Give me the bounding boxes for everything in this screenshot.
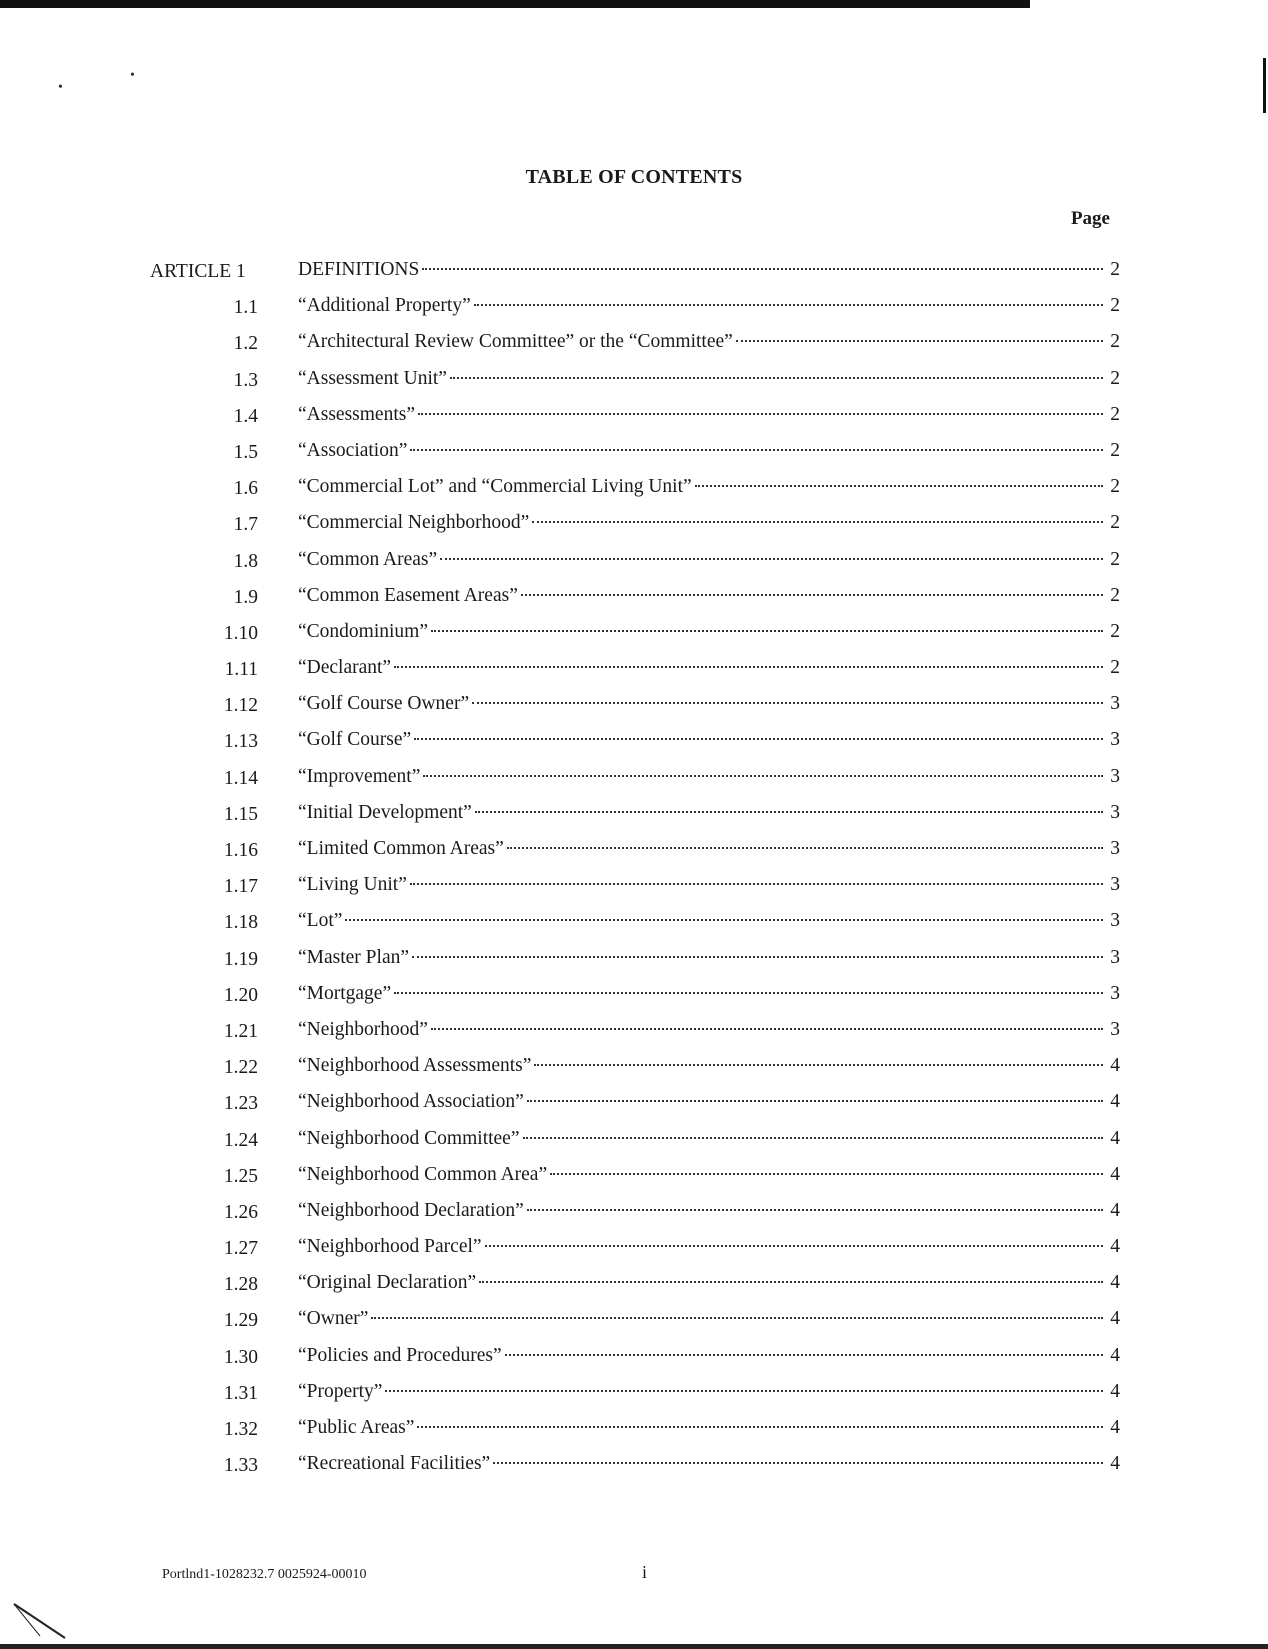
toc-section-number: 1.33 [223, 1455, 258, 1477]
toc-section-number: 1.7 [233, 514, 258, 536]
dot-leader [410, 883, 1103, 885]
toc-entry [298, 1090, 1120, 1114]
toc-section-number: 1.11 [224, 659, 258, 681]
toc-entry-label: “Common Easement Areas” [298, 584, 518, 606]
toc-entry-label: “Limited Common Areas” [298, 838, 504, 859]
toc-entry [298, 1127, 1120, 1151]
dot-leader [431, 1028, 1103, 1030]
toc-row [130, 471, 1120, 507]
dot-leader [505, 1354, 1103, 1356]
toc-entry [298, 1344, 1120, 1368]
dot-leader [507, 847, 1103, 849]
toc-row [130, 1231, 1120, 1267]
toc-entry [298, 1307, 1120, 1331]
toc-entry-label: “Neighborhood Parcel” [298, 1236, 482, 1258]
toc-row [130, 724, 1120, 760]
toc-entry [298, 548, 1120, 572]
toc-entry [298, 1452, 1120, 1476]
toc-entry-label: “Golf Course Owner” [298, 693, 470, 715]
toc-page-number: 2 [1110, 367, 1120, 389]
toc-section-number: 1.10 [223, 622, 258, 644]
toc-row [130, 797, 1120, 833]
toc-row [130, 1014, 1120, 1050]
toc-section-number: 1.24 [223, 1129, 258, 1151]
toc-entry [298, 656, 1120, 680]
toc-entry [298, 330, 1120, 354]
toc-page-number: 4 [1110, 1236, 1120, 1258]
toc-section-number: 1.31 [223, 1382, 258, 1404]
toc-entry-label: “Commercial Neighborhood” [298, 512, 530, 534]
page-title: TABLE OF CONTENTS [525, 166, 743, 188]
toc-page-number: 4 [1110, 1055, 1120, 1077]
toc-row [130, 363, 1120, 399]
toc-section-number: 1.21 [223, 1020, 258, 1042]
dot-leader [394, 666, 1103, 668]
toc-entry [298, 1163, 1120, 1187]
dot-leader [472, 702, 1103, 704]
toc-entry [298, 1018, 1120, 1042]
dot-leader [527, 1100, 1103, 1102]
toc-page-number: 2 [1110, 259, 1120, 280]
toc-entry [298, 1235, 1120, 1259]
toc-section-number: 1.16 [223, 840, 258, 861]
toc-row [130, 290, 1120, 326]
toc-section-number: 1.30 [223, 1346, 258, 1368]
toc-row [130, 833, 1120, 869]
toc-section-number: 1.23 [223, 1093, 258, 1115]
toc-section-number: 1.25 [223, 1165, 258, 1187]
toc-section-number: 1.15 [223, 803, 258, 825]
toc-section-number: 1.20 [223, 984, 258, 1006]
dot-leader [394, 992, 1103, 994]
toc-entry [298, 367, 1120, 391]
toc-entry-label: “Common Areas” [298, 548, 438, 570]
toc-entry [298, 584, 1120, 608]
toc-row [130, 1340, 1120, 1376]
scan-speck: • [130, 68, 135, 83]
toc-article-row [130, 254, 1120, 290]
scan-edge-right [1263, 58, 1266, 113]
toc-entry-label: “Declarant” [298, 657, 392, 679]
toc-page-number: 4 [1110, 1453, 1120, 1475]
toc-page-number: 3 [1110, 838, 1120, 859]
toc-entry [298, 982, 1120, 1006]
toc-entry-label: “Original Declaration” [298, 1272, 477, 1294]
dot-leader [410, 449, 1103, 451]
toc-page-number: 4 [1110, 1308, 1120, 1330]
dot-leader [440, 558, 1103, 560]
toc-entry-label: “Neighborhood Assessments” [298, 1055, 532, 1077]
dot-leader [371, 1317, 1103, 1319]
dot-leader [523, 1137, 1104, 1139]
scan-edge-top [0, 0, 1030, 8]
toc-entry-label: “Condominium” [298, 620, 428, 642]
toc-page-number: 4 [1110, 1127, 1120, 1149]
toc-page-number: 3 [1110, 801, 1120, 823]
toc-row [130, 761, 1120, 797]
toc-row [130, 1376, 1120, 1412]
toc-row [130, 326, 1120, 362]
toc-row [130, 1303, 1120, 1339]
toc-row [130, 869, 1120, 905]
toc-section-number: 1.6 [233, 478, 258, 500]
dot-leader [423, 775, 1103, 777]
toc-page-number: 3 [1110, 946, 1120, 968]
dot-leader [493, 1462, 1103, 1464]
toc-section-number: 1.17 [223, 876, 258, 898]
toc-page-number: 4 [1110, 1091, 1120, 1113]
toc-page-number: 3 [1110, 693, 1120, 715]
dot-leader [422, 268, 1103, 270]
toc-entry-label: “Neighborhood Association” [298, 1091, 524, 1113]
toc-entry-label: “Owner” [298, 1308, 369, 1330]
toc-entry-label: “Assessment Unit” [298, 367, 447, 389]
toc-row [130, 1159, 1120, 1195]
toc-row [130, 978, 1120, 1014]
toc-entry [298, 801, 1120, 825]
toc-section-number: 1.29 [223, 1310, 258, 1332]
page-column-header: Page [1070, 208, 1110, 229]
toc-entry [298, 1416, 1120, 1440]
toc-entry-label: “Policies and Procedures” [298, 1344, 502, 1366]
dot-leader [736, 340, 1103, 342]
toc-entry [298, 620, 1120, 644]
toc-entry-label: “Architectural Review Committee” or the “Committee” [298, 331, 733, 353]
toc-page-number: 2 [1110, 403, 1120, 425]
toc-row [130, 616, 1120, 652]
toc-page-number: 3 [1110, 765, 1120, 787]
toc-row [130, 1448, 1120, 1484]
dot-leader [418, 413, 1103, 415]
toc-page-number: 4 [1110, 1199, 1120, 1221]
scan-edge-bottom [0, 1644, 1268, 1649]
toc-entry-label: “Assessments” [298, 403, 415, 425]
toc-page-number: 3 [1110, 874, 1120, 896]
toc-entry [298, 1199, 1120, 1223]
toc-page-number: 2 [1110, 620, 1120, 642]
toc-page-number: 2 [1110, 584, 1120, 606]
toc-page-number: 4 [1110, 1417, 1120, 1438]
toc-entry [298, 403, 1120, 427]
dot-leader [475, 811, 1103, 813]
toc-section-number: 1.32 [223, 1419, 258, 1440]
dot-leader [450, 377, 1103, 379]
toc-section-number: 1.8 [233, 550, 258, 572]
toc-section-number: 1.2 [233, 333, 258, 355]
toc-row [130, 1195, 1120, 1231]
toc-entry [298, 873, 1120, 897]
toc-section-number: 1.9 [233, 586, 258, 608]
toc-entry-label: “Public Areas” [298, 1417, 415, 1438]
toc-entry-label: “Neighborhood” [298, 1018, 428, 1040]
toc-row [130, 942, 1120, 978]
table-of-contents [130, 254, 1120, 1484]
dot-leader [532, 521, 1103, 523]
toc-row [130, 1123, 1120, 1159]
toc-page-number: 2 [1110, 657, 1120, 679]
page-number: i [642, 1562, 648, 1582]
toc-entry [298, 837, 1120, 861]
toc-entry [298, 511, 1120, 535]
toc-page-number: 3 [1110, 729, 1120, 751]
dot-leader [414, 738, 1103, 740]
toc-row [130, 905, 1120, 941]
toc-section-number: 1.5 [233, 441, 258, 463]
toc-entry-label: DEFINITIONS [298, 259, 420, 280]
toc-entry-label: “Living Unit” [298, 874, 407, 896]
toc-page-number: 3 [1110, 910, 1120, 932]
toc-section-number: 1.3 [233, 369, 258, 391]
toc-entry [298, 258, 1120, 282]
toc-entry [298, 475, 1120, 499]
toc-section-number: 1.28 [223, 1274, 258, 1296]
toc-page-number: 2 [1110, 331, 1120, 353]
toc-section-number: 1.27 [223, 1238, 258, 1260]
toc-page-number: 2 [1110, 476, 1120, 498]
toc-page-number: 3 [1110, 1018, 1120, 1040]
dot-leader [474, 304, 1103, 306]
dot-leader [485, 1245, 1103, 1247]
toc-page-number: 4 [1110, 1380, 1120, 1402]
toc-section-number: 1.1 [233, 297, 258, 319]
toc-entry-label: “Initial Development” [298, 801, 472, 823]
toc-section-number: 1.26 [223, 1201, 258, 1223]
toc-row [130, 688, 1120, 724]
toc-entry [298, 946, 1120, 970]
toc-entry-label: “Additional Property” [298, 295, 471, 317]
toc-entry [298, 692, 1120, 716]
toc-section-number: 1.13 [223, 731, 258, 753]
dot-leader [417, 1426, 1103, 1428]
dot-leader [550, 1173, 1103, 1175]
toc-entry-label: “Neighborhood Common Area” [298, 1163, 548, 1185]
dot-leader [412, 956, 1103, 958]
toc-page-number: 2 [1110, 512, 1120, 534]
toc-section-number: 1.18 [223, 912, 258, 934]
toc-row [130, 544, 1120, 580]
toc-row [130, 507, 1120, 543]
dot-leader [345, 919, 1103, 921]
toc-entry-label: “Neighborhood Committee” [298, 1127, 520, 1149]
toc-entry [298, 765, 1120, 789]
toc-section-number: 1.19 [223, 948, 258, 970]
dot-leader [385, 1390, 1103, 1392]
toc-row [130, 1412, 1120, 1448]
dot-leader [527, 1209, 1103, 1211]
toc-row [130, 1050, 1120, 1086]
toc-entry [298, 1271, 1120, 1295]
toc-page-number: 4 [1110, 1344, 1120, 1366]
toc-page-number: 2 [1110, 439, 1120, 461]
dot-leader [479, 1281, 1103, 1283]
toc-section-number: 1.12 [223, 695, 258, 717]
toc-row [130, 399, 1120, 435]
toc-row [130, 1086, 1120, 1122]
toc-row [130, 1267, 1120, 1303]
toc-entry-label: “Neighborhood Declaration” [298, 1199, 524, 1221]
toc-entry-label: “Mortgage” [298, 982, 392, 1004]
dot-leader [695, 485, 1103, 487]
toc-entry-label: “Golf Course” [298, 729, 412, 751]
toc-entry-label: “Master Plan” [298, 946, 410, 968]
toc-entry [298, 294, 1120, 318]
toc-section-number: 1.14 [223, 767, 258, 789]
toc-entry [298, 439, 1120, 463]
toc-entry-label: “Improvement” [298, 765, 421, 787]
toc-section-number: 1.22 [223, 1057, 258, 1079]
toc-entry [298, 909, 1120, 933]
toc-row [130, 652, 1120, 688]
toc-entry [298, 1380, 1120, 1404]
toc-page-number: 2 [1110, 548, 1120, 570]
toc-entry-label: “Association” [298, 439, 408, 461]
toc-entry [298, 1054, 1120, 1078]
scan-speck: • [58, 80, 63, 95]
toc-row [130, 435, 1120, 471]
dot-leader [534, 1064, 1103, 1066]
toc-entry-label: “Lot” [298, 910, 343, 932]
toc-entry-label: “Commercial Lot” and “Commercial Living Unit” [298, 476, 692, 498]
dot-leader [431, 630, 1103, 632]
toc-entry [298, 728, 1120, 752]
toc-section-number: 1.4 [233, 405, 258, 427]
document-id: Portlnd1-1028232.7 0025924-00010 [162, 1567, 367, 1582]
toc-page-number: 4 [1110, 1272, 1120, 1294]
scan-corner-mark [10, 1600, 70, 1640]
toc-page-number: 2 [1110, 295, 1120, 317]
toc-entry-label: “Property” [298, 1380, 383, 1402]
toc-page-number: 3 [1110, 982, 1120, 1004]
toc-entry-label: “Recreational Facilities” [298, 1453, 491, 1475]
toc-section-number: ARTICLE 1 [150, 261, 246, 282]
toc-page-number: 4 [1110, 1163, 1120, 1185]
toc-row [130, 580, 1120, 616]
dot-leader [521, 594, 1103, 596]
